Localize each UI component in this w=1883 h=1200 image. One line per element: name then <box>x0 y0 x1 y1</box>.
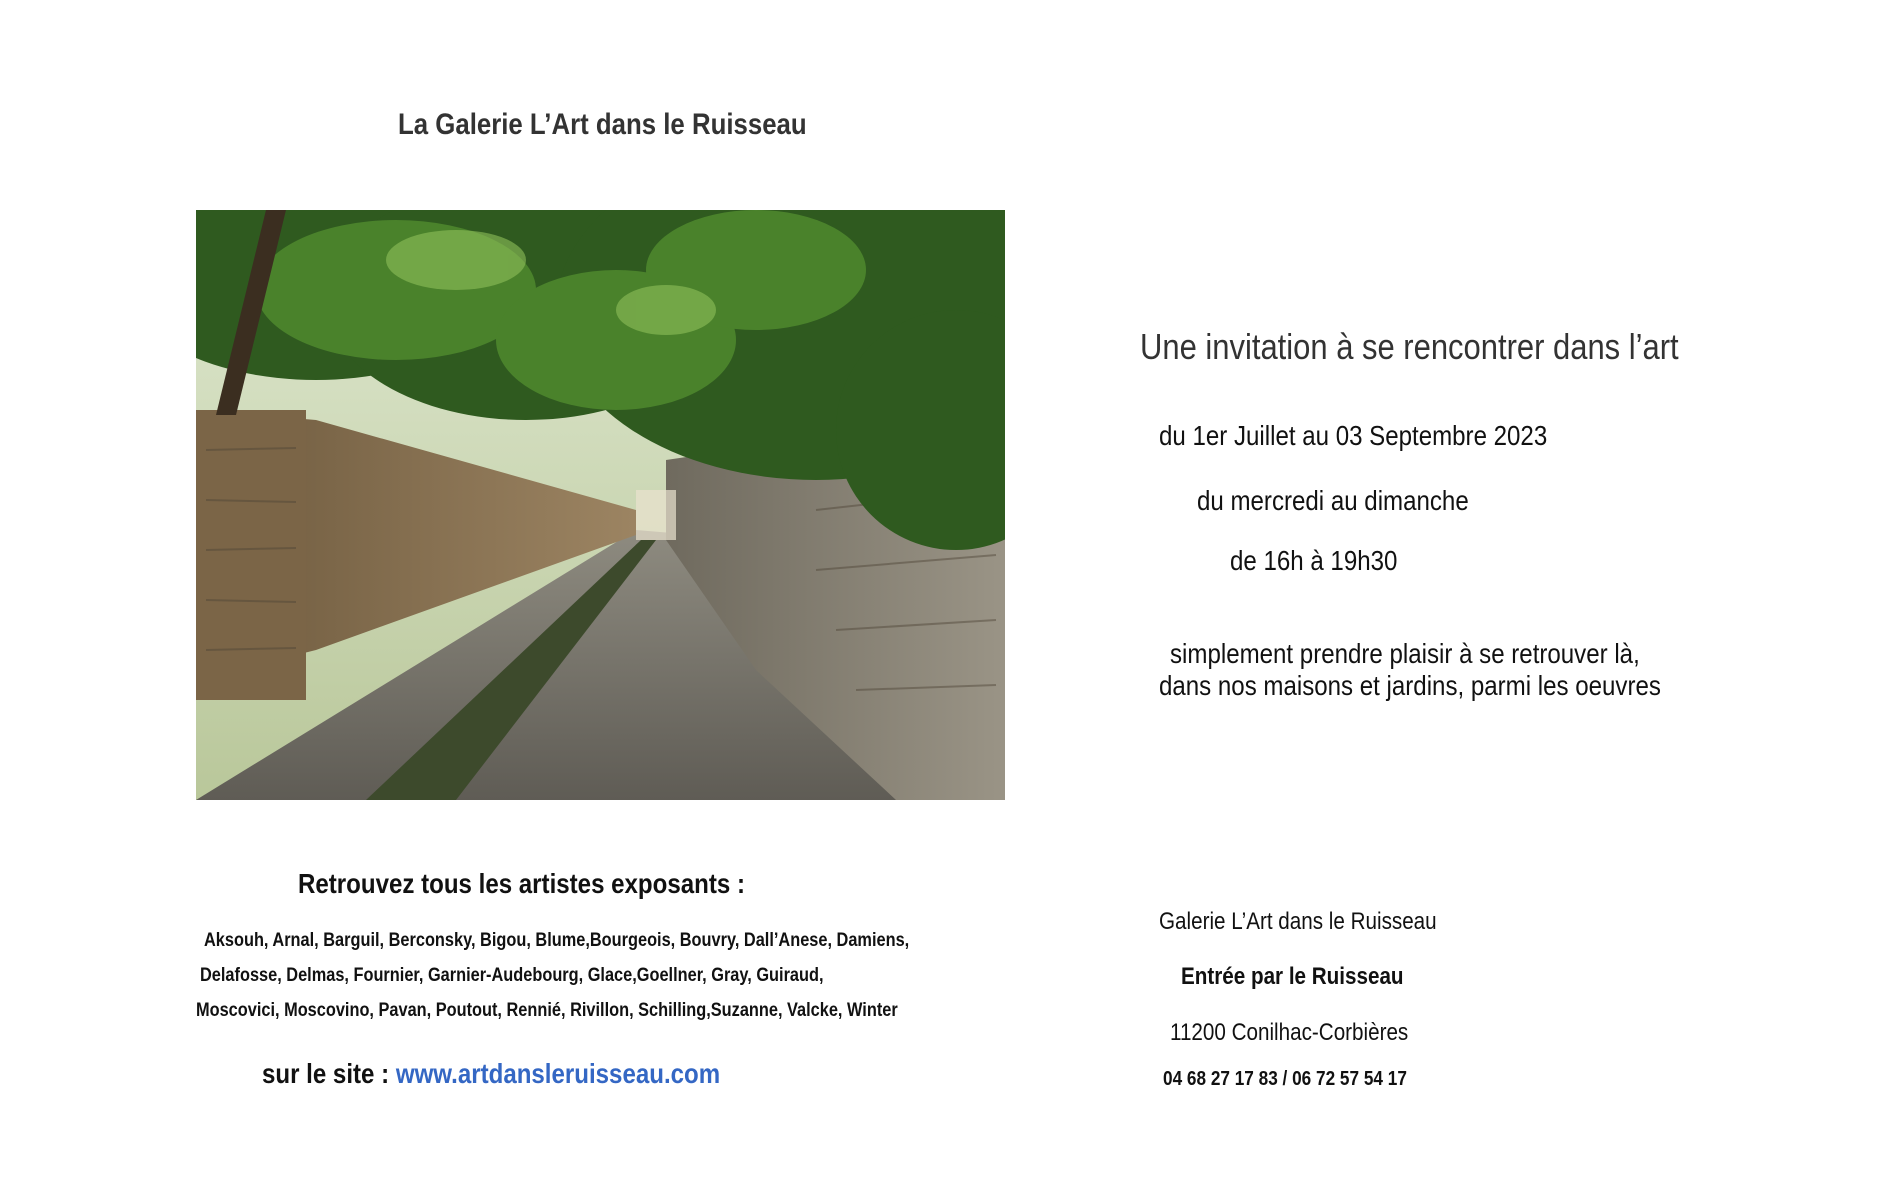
artists-list-line-3: Moscovici, Moscovino, Pavan, Poutout, Rennié, Rivillon, Schilling,Suzanne, Valcke, Winter <box>196 1000 898 1021</box>
lane-photo <box>196 210 1005 800</box>
message-line-1: simplement prendre plaisir à se retrouver là, <box>1170 638 1640 669</box>
opening-days: du mercredi au dimanche <box>1197 485 1469 516</box>
page-title: La Galerie L’Art dans le Ruisseau <box>398 108 807 141</box>
artists-heading: Retrouvez tous les artistes exposants : <box>298 868 745 899</box>
artists-list-line-1: Aksouh, Arnal, Barguil, Berconsky, Bigou, Blume,Bourgeois, Bouvry, Dall’Anese, Damiens, <box>204 930 910 951</box>
phone-numbers: 04 68 27 17 83 / 06 72 57 54 17 <box>1163 1068 1407 1090</box>
artists-list-line-2: Delafosse, Delmas, Fournier, Garnier-Audebourg, Glace,Goellner, Gray, Guiraud, <box>200 965 824 986</box>
exhibition-dates: du 1er Juillet au 03 Septembre 2023 <box>1159 420 1548 451</box>
gallery-address: 11200 Conilhac-Corbières <box>1170 1019 1409 1046</box>
message-line-2: dans nos maisons et jardins, parmi les oeuvres <box>1159 670 1661 701</box>
entrance-note: Entrée par le Ruisseau <box>1181 963 1404 990</box>
invitation-headline: Une invitation à se rencontrer dans l’art <box>1140 326 1679 367</box>
lane-photo-illustration <box>196 210 1005 800</box>
opening-hours: de 16h à 19h30 <box>1230 545 1398 576</box>
website-line <box>262 1058 720 1090</box>
gallery-name: Galerie L’Art dans le Ruisseau <box>1159 908 1437 935</box>
website-label: sur le site : <box>262 1058 396 1089</box>
website-link[interactable]: www.artdansleruisseau.com <box>395 1058 721 1089</box>
